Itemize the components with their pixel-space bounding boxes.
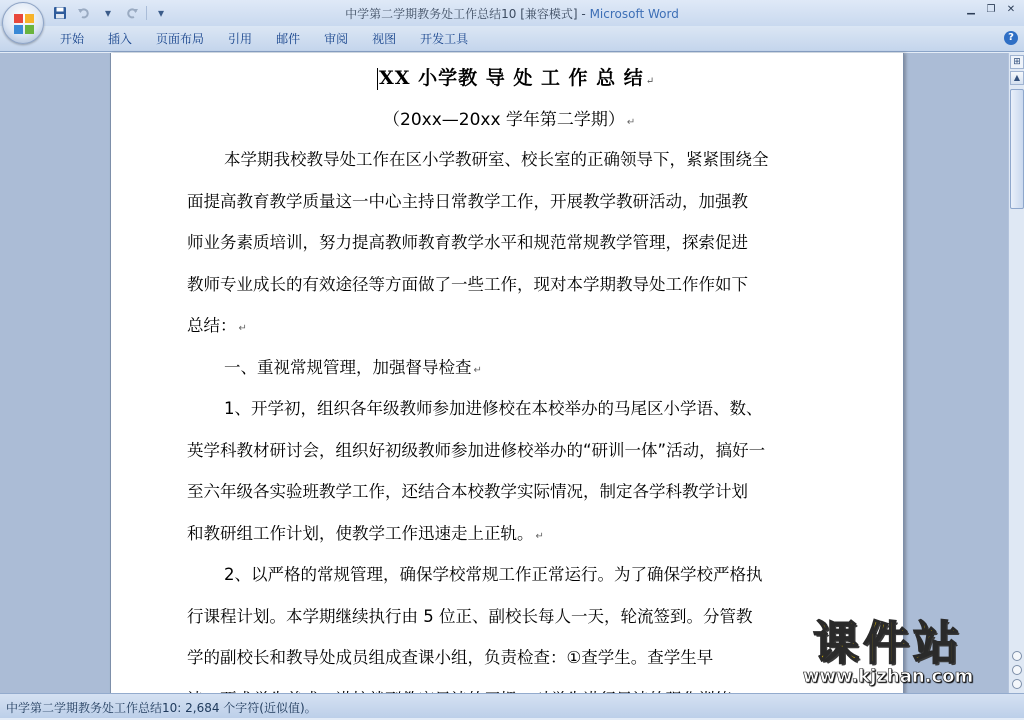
document-page[interactable] [110,53,904,713]
window-controls [962,2,1020,16]
paragraph-mark-icon: ↵ [646,76,655,87]
body-line [187,430,837,472]
app-name: Microsoft Word [590,7,679,21]
office-logo-icon [12,12,36,36]
body-line [187,305,837,347]
tab-review[interactable]: 审阅 [312,30,360,50]
vertical-scrollbar[interactable] [1008,53,1024,693]
body-line [187,471,837,513]
body-line-text: 本学期我校教导处工作在区小学教研室、校长室的正确领导下，紧紧围绕全 [224,150,769,169]
document-subtitle-text: （20xx—20xx 学年第二学期） [383,110,625,130]
body-line-text: 面提高教育教学质量这一中心主持日常教学工作，开展教学教研活动，加强教 [187,192,748,211]
title-separator: - [578,7,590,21]
body-line [187,637,837,679]
tab-developer[interactable]: 开发工具 [408,30,480,50]
previous-page-icon[interactable] [1012,651,1022,661]
body-line-text: 行课程计划。本学期继续执行由 5 位正、副校长每人一天，轮流签到。分管教 [187,607,753,626]
section-heading [187,347,837,389]
status-bar [0,693,1024,718]
next-page-icon[interactable] [1012,679,1022,689]
body-line-text: 学的副校长和教导处成员组成查课小组，负责检查：①查学生。查学生早 [187,648,713,667]
tab-mailings[interactable]: 邮件 [264,30,312,50]
office-button[interactable] [2,2,44,44]
document-workspace [0,53,1008,693]
watermark-main-text: 课件站 [770,616,1006,670]
view-ruler-icon[interactable]: ⊞ [1010,55,1024,69]
paragraph-mark-icon: ↵ [239,323,247,334]
document-title [377,63,655,91]
ribbon [0,26,1024,52]
text-cursor [377,68,378,90]
undo-dropdown-icon[interactable]: ▾ [98,4,118,22]
body-line [187,181,837,223]
watermark-url-text: www.kjzhan.com [770,666,1006,687]
document-name: 中学第二学期教务处工作总结10 [兼容模式] [345,7,577,21]
body-line [187,596,837,638]
title-bar [0,0,1024,26]
body-line-text: 和教研组工作计划，使教学工作迅速走上正轨。 [187,524,534,543]
window-title [0,5,1024,22]
document-title-text: XX 小学教 导 处 工 作 总 结 [379,67,644,89]
tab-insert[interactable]: 插入 [96,30,144,50]
body-line-text: 1、开学初，组织各年级教师参加进修校在本校举办的马尾区小学语、数、 [224,399,763,418]
body-line [187,513,837,555]
scroll-thumb[interactable] [1010,89,1024,209]
body-line-text: 2、以严格的常规管理，确保学校常规工作正常运行。为了确保学校严格执 [224,565,763,584]
document-subtitle [383,105,635,131]
body-line-text: 总结： [187,316,237,335]
body-line-text: 师业务素质培训，努力提高教师教育教学水平和规范常规教学管理，探索促进 [187,233,748,252]
body-line [187,222,837,264]
paragraph-mark-icon: ↵ [627,117,635,128]
help-icon[interactable]: ? [1004,31,1018,45]
section-heading-text: 一、重视常规管理，加强督导检查 [224,358,472,377]
status-text: 中学第二学期教务处工作总结10: 2,684 个字符(近似值)。 [6,699,317,716]
tab-page-layout[interactable]: 页面布局 [144,30,216,50]
body-line [187,139,837,181]
tab-view[interactable]: 视图 [360,30,408,50]
body-line-text: 教师专业成长的有效途径等方面做了一些工作，现对本学期教导处工作作如下 [187,275,748,294]
ribbon-tabs [48,30,480,50]
paragraph-mark-icon: ↵ [474,365,482,376]
body-line [187,388,837,430]
close-icon[interactable]: ✕ [1002,2,1020,16]
minimize-icon[interactable]: ▁ [962,2,980,16]
tab-home[interactable]: 开始 [48,30,96,50]
document-body[interactable] [187,139,837,720]
tab-references[interactable]: 引用 [216,30,264,50]
body-line [187,554,837,596]
scroll-up-icon[interactable]: ▲ [1010,71,1024,85]
restore-icon[interactable]: ❐ [982,2,1000,16]
body-line-text: 英学科教材研讨会，组织好初级教师参加进修校举办的“研训一体”活动，搞好一 [187,441,765,460]
customize-qat-icon[interactable]: ▾ [151,4,171,22]
paragraph-mark-icon: ↵ [536,531,544,542]
body-line-text: 至六年级各实验班教学工作，还结合本校教学实际情况，制定各学科教学计划 [187,482,748,501]
body-line [187,264,837,306]
browse-object-icon[interactable] [1012,665,1022,675]
